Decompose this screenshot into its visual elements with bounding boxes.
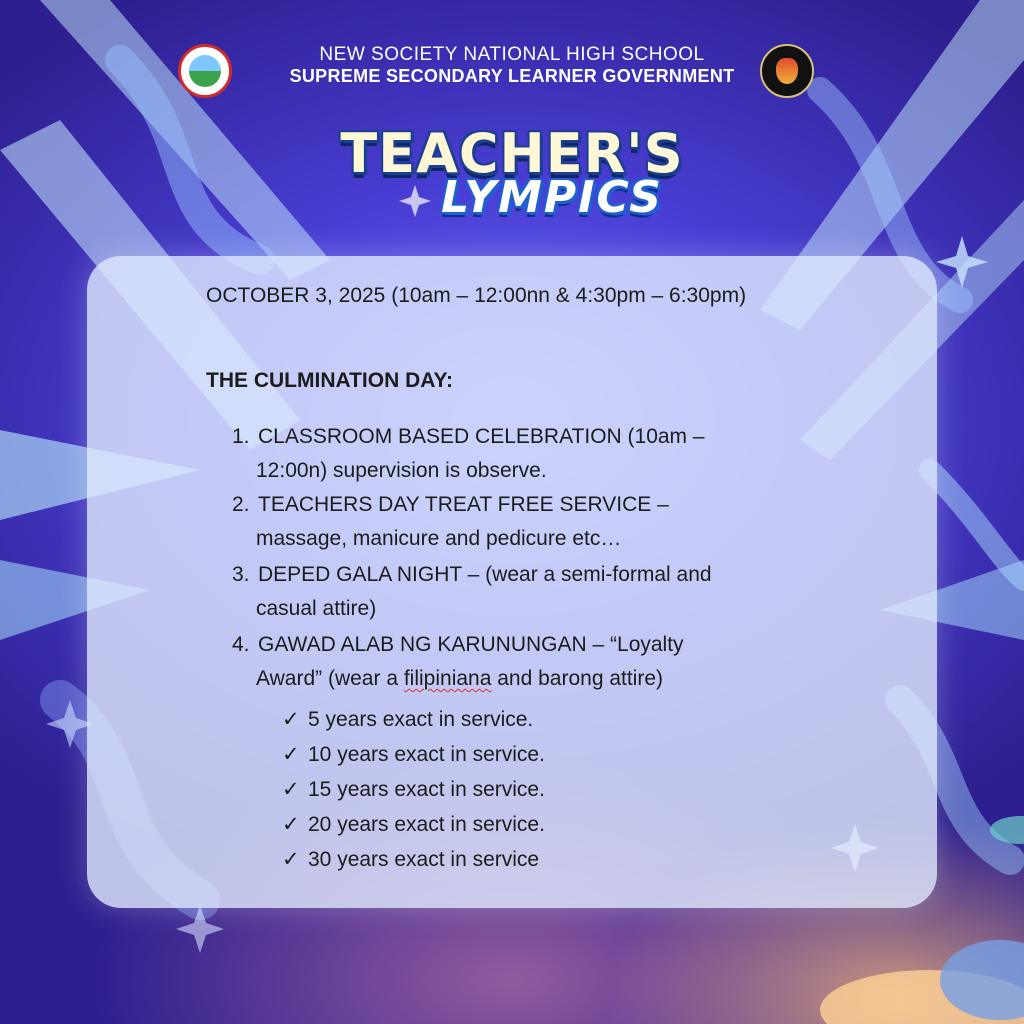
government-name: SUPREME SECONDARY LEARNER GOVERNMENT [289, 66, 735, 86]
service-year-item [282, 808, 545, 842]
service-year-text: 5 years exact in service. [308, 708, 534, 731]
item-text-cont: massage, manicure and pedicure etc… [256, 527, 622, 550]
item-number: 4. [232, 633, 250, 656]
list-item [232, 558, 792, 626]
service-year-item [282, 703, 533, 737]
list-item [232, 628, 792, 696]
list-item [232, 420, 792, 488]
check-icon: ✓ [282, 743, 300, 766]
service-year-item [282, 843, 539, 877]
item-text: CLASSROOM BASED CELEBRATION (10am – [258, 425, 705, 448]
check-icon: ✓ [282, 813, 300, 836]
item-number: 1. [232, 425, 250, 448]
service-year-text: 10 years exact in service. [308, 743, 545, 766]
item-text-cont: casual attire) [256, 597, 377, 620]
service-year-text: 30 years exact in service [308, 848, 540, 871]
item-text-cont: 12:00n) supervision is observe. [256, 459, 547, 482]
check-icon: ✓ [282, 778, 300, 801]
item-number: 3. [232, 563, 250, 586]
item-text: DEPED GALA NIGHT – (wear a semi-formal and [258, 563, 712, 586]
item-number: 2. [232, 493, 250, 516]
event-date: OCTOBER 3, 2025 (10am – 12:00nn & 4:30pm – 6:30pm) [206, 284, 747, 307]
list-item [232, 488, 792, 556]
check-icon: ✓ [282, 848, 300, 871]
item-text-part: Award” (wear a [256, 667, 404, 690]
spellcheck-word: filipiniana [403, 667, 492, 690]
item-text-cont [232, 662, 792, 696]
check-icon: ✓ [282, 708, 300, 731]
item-text-part: and barong attire) [491, 667, 664, 690]
service-year-text: 15 years exact in service. [308, 778, 545, 801]
school-name: NEW SOCIETY NATIONAL HIGH SCHOOL [319, 44, 705, 65]
event-logo-line1: TEACHER'S [340, 122, 684, 185]
service-year-text: 20 years exact in service. [308, 813, 545, 836]
event-title: THE CULMINATION DAY: [206, 369, 453, 392]
item-text: TEACHERS DAY TREAT FREE SERVICE – [258, 493, 669, 516]
service-year-item [282, 738, 545, 772]
event-logo-line2: LYMPICS [441, 172, 663, 223]
item-text: GAWAD ALAB NG KARUNUNGAN – “Loyalty [258, 633, 684, 656]
service-year-item [282, 773, 545, 807]
